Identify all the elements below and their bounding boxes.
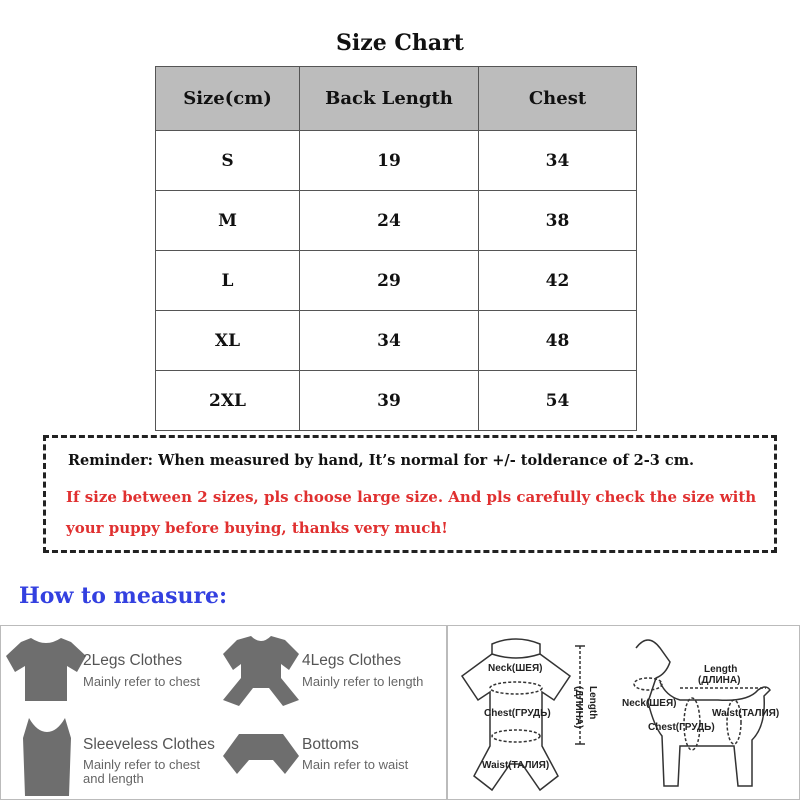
header-back-length: Back Length: [300, 67, 479, 131]
dog-waist-label: Waist(ТАЛИЯ): [712, 708, 780, 719]
cell-chest: 34: [479, 131, 637, 191]
how-to-measure-heading: How to measure:: [19, 583, 228, 609]
size-advice-text: If size between 2 sizes, pls choose large size. And pls carefully check the size with your puppy before buying, thanks very much!: [66, 488, 757, 537]
measurement-diagrams: [448, 626, 800, 801]
reminder-box: [43, 435, 777, 553]
cell-chest: 38: [479, 191, 637, 251]
bottoms-icon: [223, 734, 299, 774]
cell-size: XL: [156, 311, 300, 371]
cell-size: S: [156, 131, 300, 191]
size-chart-title: Size Chart: [336, 30, 464, 56]
category-4legs: 4Legs Clothes Mainly refer to length: [302, 652, 424, 689]
cell-size: L: [156, 251, 300, 311]
table-row: [156, 191, 637, 251]
length-ru-label-vertical: (ДЛИНА): [573, 686, 584, 729]
dog-length-ru-label: (ДЛИНА): [698, 675, 741, 686]
waist-label: Waist(ТАЛИЯ): [482, 760, 550, 771]
four-legs-clothes-icon: [223, 636, 299, 706]
tshirt-icon: [6, 638, 86, 701]
reminder-text: Reminder: When measured by hand, It’s normal for +/- tolderance of 2-3 cm.: [68, 452, 695, 469]
size-table: [155, 66, 637, 431]
cell-chest: 42: [479, 251, 637, 311]
clothing-categories-panel: [0, 625, 447, 800]
sleeveless-icon: [23, 718, 71, 796]
neck-label: Neck(ШЕЯ): [488, 663, 543, 674]
table-row: [156, 311, 637, 371]
cell-chest: 54: [479, 371, 637, 431]
cell-back-length: 39: [300, 371, 479, 431]
length-label-vertical: Length: [587, 686, 598, 720]
chest-label: Chest(ГРУДЬ): [484, 708, 551, 719]
dog-chest-label: Chest(ГРУДЬ): [648, 722, 715, 733]
table-row: [156, 371, 637, 431]
table-row: [156, 251, 637, 311]
table-header-row: [156, 67, 637, 131]
dog-neck-label: Neck(ШЕЯ): [622, 698, 677, 709]
header-size: Size(cm): [156, 67, 300, 131]
category-sleeveless: Sleeveless Clothes Mainly refer to chest and length: [83, 736, 215, 786]
cell-back-length: 29: [300, 251, 479, 311]
cell-back-length: 19: [300, 131, 479, 191]
table-row: [156, 131, 637, 191]
cell-back-length: 24: [300, 191, 479, 251]
cell-back-length: 34: [300, 311, 479, 371]
category-bottoms: Bottoms Main refer to waist: [302, 736, 409, 772]
cell-size: 2XL: [156, 371, 300, 431]
category-2legs: 2Legs Clothes Mainly refer to chest: [83, 652, 201, 689]
header-chest: Chest: [479, 67, 637, 131]
cell-size: M: [156, 191, 300, 251]
dog-length-label: Length: [704, 664, 738, 675]
cell-chest: 48: [479, 311, 637, 371]
measurement-diagram-panel: [447, 625, 800, 800]
